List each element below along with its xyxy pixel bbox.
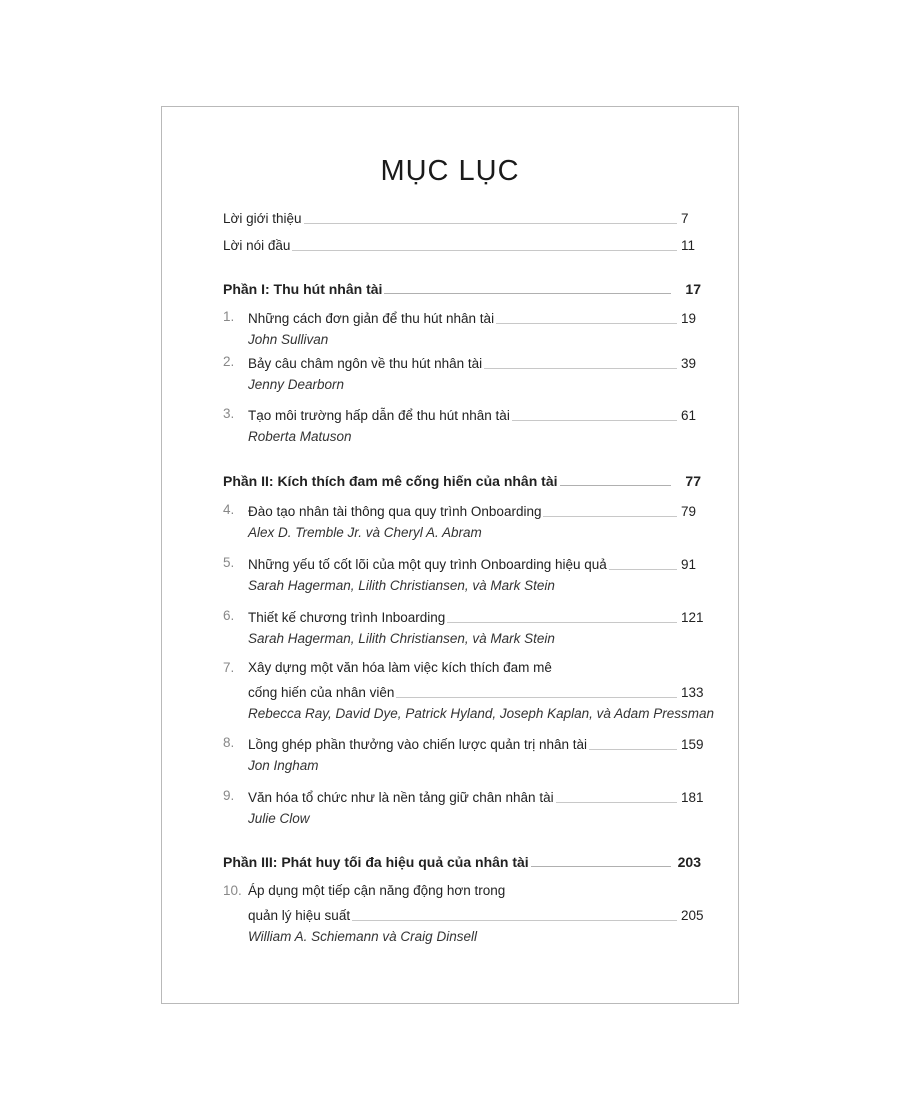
chapter-number: 5. [223, 555, 235, 570]
chapter-number: 10. [223, 883, 242, 898]
part-page: 203 [677, 854, 701, 870]
entry-label: Lời nói đầu [223, 238, 291, 253]
chapter-number: 6. [223, 608, 235, 623]
chapter-title: Những yếu tố cốt lõi của một quy trình Onboarding hiệu quả [248, 557, 607, 572]
toc-chapter-10 [248, 904, 704, 924]
chapter-number: 2. [223, 354, 235, 369]
toc-part-1 [223, 277, 701, 297]
dot-leader [384, 292, 671, 294]
chapter-page: 121 [681, 610, 704, 625]
chapter-title-line-1: Xây dựng một văn hóa làm việc kích thích đam mê [248, 660, 552, 675]
chapter-author: Jenny Dearborn [248, 377, 345, 392]
part-label: Phần II: Kích thích đam mê cống hiến của nhân tài [223, 473, 558, 489]
dot-leader [484, 367, 677, 369]
chapter-page: 79 [681, 504, 697, 519]
dot-leader [352, 919, 677, 921]
chapter-page: 159 [681, 737, 704, 752]
chapter-page: 39 [681, 356, 697, 371]
entry-page: 11 [681, 238, 696, 253]
chapter-page: 205 [681, 908, 704, 923]
toc-chapter-9 [248, 786, 704, 806]
dot-leader [396, 696, 677, 698]
chapter-author: Rebecca Ray, David Dye, Patrick Hyland, Joseph Kaplan, và Adam Pressman [248, 706, 714, 721]
chapter-author: Julie Clow [248, 811, 310, 826]
chapter-title: Lồng ghép phần thưởng vào chiến lược quản trị nhân tài [248, 737, 588, 752]
toc-chapter-7 [248, 681, 704, 701]
chapter-number: 4. [223, 502, 235, 517]
chapter-author: Roberta Matuson [248, 429, 352, 444]
chapter-number: 8. [223, 735, 235, 750]
chapter-page: 181 [681, 790, 704, 805]
dot-leader [512, 419, 677, 421]
part-label: Phần I: Thu hút nhân tài [223, 281, 383, 297]
toc-chapter-6 [248, 606, 704, 626]
dot-leader [556, 801, 677, 803]
part-page: 77 [685, 473, 701, 489]
toc-part-3 [223, 850, 701, 870]
toc-chapter-3 [248, 404, 701, 424]
dot-leader [531, 865, 671, 867]
book-page [161, 106, 739, 1004]
toc-chapter-1 [248, 307, 701, 327]
chapter-title: cống hiến của nhân viên [248, 685, 395, 700]
toc-part-2 [223, 469, 701, 489]
chapter-page: 19 [681, 311, 697, 326]
dot-leader [447, 621, 677, 623]
entry-label: Lời giới thiệu [223, 211, 302, 226]
chapter-title: Bảy câu châm ngôn về thu hút nhân tài [248, 356, 483, 371]
chapter-author: Sarah Hagerman, Lilith Christiansen, và Mark Stein [248, 578, 555, 593]
toc-chapter-2 [248, 352, 701, 372]
dot-leader [292, 249, 677, 251]
toc-entry-front-1 [223, 207, 701, 227]
chapter-title: Những cách đơn giản để thu hút nhân tài [248, 311, 495, 326]
dot-leader [609, 568, 677, 570]
chapter-title: Thiết kế chương trình Inboarding [248, 610, 446, 625]
chapter-title: Văn hóa tổ chức như là nền tảng giữ chân nhân tài [248, 790, 554, 805]
chapter-author: Sarah Hagerman, Lilith Christiansen, và Mark Stein [248, 631, 555, 646]
chapter-title: Tạo môi trường hấp dẫn để thu hút nhân tài [248, 408, 510, 423]
chapter-title-line-1: Áp dụng một tiếp cận năng động hơn trong [248, 883, 506, 898]
toc-chapter-8 [248, 733, 704, 753]
entry-page: 7 [681, 211, 689, 226]
chapter-author: William A. Schiemann và Craig Dinsell [248, 929, 477, 944]
toc-chapter-4 [248, 500, 701, 520]
page-title: MỤC LỤC [380, 155, 520, 187]
part-page: 17 [685, 281, 701, 297]
chapter-number: 9. [223, 788, 235, 803]
toc-chapter-5 [248, 553, 701, 573]
chapter-author: John Sullivan [248, 332, 329, 347]
dot-leader [543, 515, 677, 517]
chapter-title: Đào tạo nhân tài thông qua quy trình Onboarding [248, 504, 542, 519]
dot-leader [304, 222, 678, 224]
toc-entry-front-2 [223, 234, 701, 254]
chapter-title: quản lý hiệu suất [248, 908, 351, 923]
chapter-author: Jon Ingham [248, 758, 319, 773]
dot-leader [560, 484, 672, 486]
chapter-page: 61 [681, 408, 697, 423]
chapter-page: 133 [681, 685, 704, 700]
part-label: Phần III: Phát huy tối đa hiệu quả của nhân tài [223, 854, 529, 870]
dot-leader [496, 322, 677, 324]
chapter-page: 91 [681, 557, 697, 572]
chapter-author: Alex D. Tremble Jr. và Cheryl A. Abram [248, 525, 482, 540]
chapter-number: 1. [223, 309, 235, 324]
chapter-number: 7. [223, 660, 235, 675]
dot-leader [589, 748, 677, 750]
chapter-number: 3. [223, 406, 235, 421]
